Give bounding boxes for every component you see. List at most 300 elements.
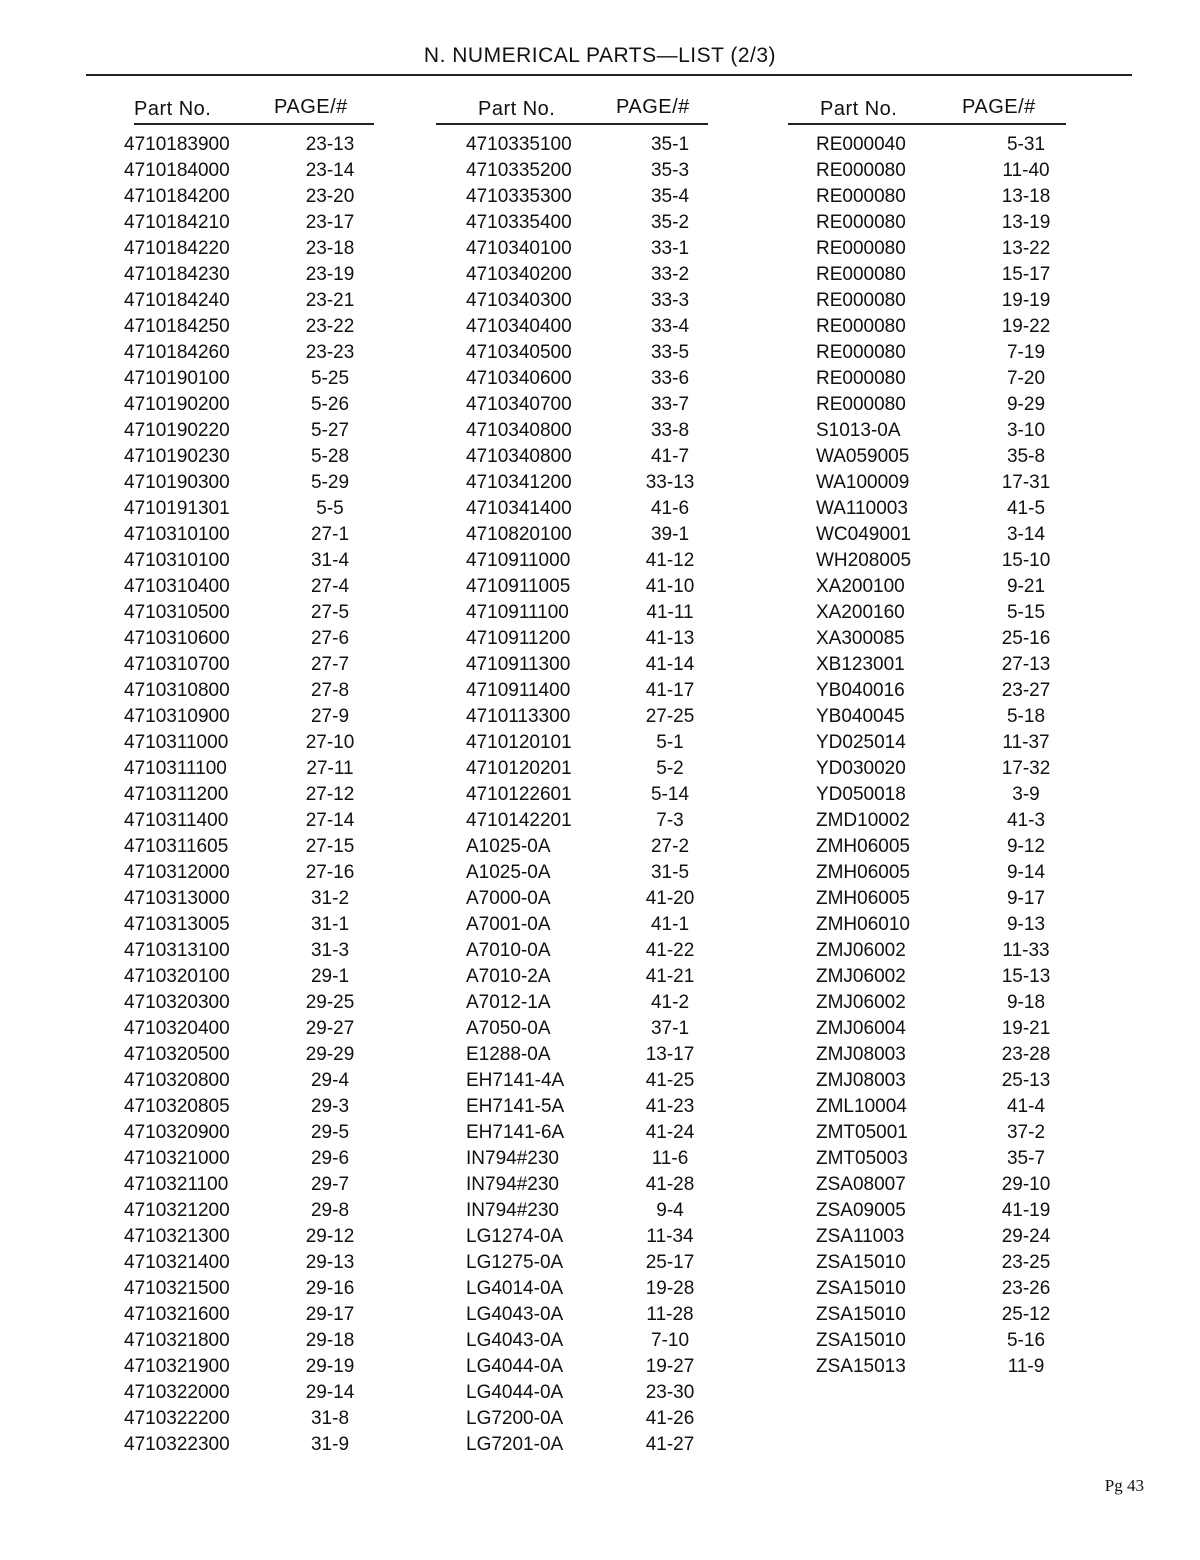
part-no-header: Part No. [478, 98, 556, 120]
part-number: A1025-0A [466, 836, 551, 857]
table-row [124, 600, 386, 626]
table-row [124, 964, 386, 990]
part-number: 4710322300 [124, 1434, 230, 1455]
page-reference: 3-10 [1006, 420, 1046, 441]
page-reference: 5-25 [310, 368, 350, 389]
table-row [816, 158, 1078, 184]
table-row [466, 1354, 728, 1380]
page-reference: 29-10 [1001, 1174, 1051, 1195]
page-reference: 27-2 [650, 836, 690, 857]
table-row [816, 522, 1078, 548]
table-row [124, 444, 386, 470]
part-number: 4710911300 [466, 654, 571, 675]
page-reference: 7-3 [656, 810, 684, 831]
part-number: 4710320800 [124, 1070, 230, 1091]
table-row [466, 1198, 728, 1224]
table-row [816, 1224, 1078, 1250]
page-reference: 5-28 [310, 446, 350, 467]
part-number: 4710311000 [124, 732, 229, 753]
table-row [124, 340, 386, 366]
table-row [816, 678, 1078, 704]
part-number: WH208005 [816, 550, 912, 571]
part-number: 4710321300 [124, 1226, 230, 1247]
table-row [466, 1146, 728, 1172]
page-reference: 25-12 [1001, 1304, 1051, 1325]
part-number: RE000080 [816, 290, 906, 311]
page-reference: 33-5 [650, 342, 690, 363]
page-reference: 17-32 [1001, 758, 1051, 779]
column-header [466, 94, 728, 128]
page-reference: 23-21 [305, 290, 355, 311]
part-number: ZMH06005 [816, 888, 910, 909]
part-number: 4710341400 [466, 498, 572, 519]
part-number: RE000080 [816, 186, 906, 207]
table-row [466, 938, 728, 964]
table-row [124, 938, 386, 964]
page-reference: 29-3 [310, 1096, 350, 1117]
page-reference: 33-2 [650, 264, 690, 285]
table-row [816, 1172, 1078, 1198]
part-number: 4710310700 [124, 654, 230, 675]
column-header [124, 94, 386, 128]
part-number: 4710341200 [466, 472, 572, 493]
table-row [466, 262, 728, 288]
table-row [816, 1120, 1078, 1146]
table-row [124, 470, 386, 496]
page-reference: 9-4 [656, 1200, 684, 1221]
page-reference: 29-18 [305, 1330, 355, 1351]
page-reference: 41-17 [645, 680, 695, 701]
page-reference: 19-19 [1001, 290, 1051, 311]
parts-column-1 [124, 94, 386, 1458]
table-row [466, 418, 728, 444]
part-number: ZSA15013 [816, 1356, 906, 1377]
table-row [124, 1042, 386, 1068]
part-no-header: Part No. [134, 98, 212, 120]
page-reference: 41-10 [645, 576, 695, 597]
table-row [124, 1068, 386, 1094]
part-number: 4710311200 [124, 784, 229, 805]
part-number: 4710340200 [466, 264, 572, 285]
table-row [466, 730, 728, 756]
table-row [124, 548, 386, 574]
part-number: 4710190230 [124, 446, 230, 467]
part-number: LG4014-0A [466, 1278, 564, 1299]
page-reference: 5-16 [1006, 1330, 1046, 1351]
part-number: 4710321000 [124, 1148, 230, 1169]
page-reference: 41-6 [650, 498, 690, 519]
table-row [124, 210, 386, 236]
table-row [466, 990, 728, 1016]
page-reference: 31-1 [310, 914, 350, 935]
part-number: 4710190100 [124, 368, 230, 389]
part-number: A7012-1A [466, 992, 551, 1013]
header-underline [788, 123, 1066, 125]
table-row [124, 522, 386, 548]
table-row [124, 1250, 386, 1276]
table-row [466, 964, 728, 990]
table-row [124, 1380, 386, 1406]
part-number: 4710310800 [124, 680, 230, 701]
part-number: ZMH06005 [816, 836, 910, 857]
part-number: 4710335200 [466, 160, 572, 181]
table-row [466, 1172, 728, 1198]
part-number: 4710321500 [124, 1278, 230, 1299]
table-row [466, 1068, 728, 1094]
page-reference: 41-28 [645, 1174, 695, 1195]
part-number: 4710321800 [124, 1330, 230, 1351]
page-reference: 11-40 [1002, 160, 1050, 181]
table-row [816, 990, 1078, 1016]
part-number: LG4044-0A [466, 1356, 564, 1377]
page-header: PAGE/# [962, 96, 1036, 118]
part-number: 4710311400 [124, 810, 229, 831]
part-number: 4710911005 [466, 576, 571, 597]
table-row [466, 808, 728, 834]
page-reference: 41-26 [645, 1408, 695, 1429]
page-reference: 41-22 [645, 940, 695, 961]
table-row [466, 184, 728, 210]
table-row [816, 496, 1078, 522]
part-number: YB040016 [816, 680, 905, 701]
page-reference: 29-24 [1001, 1226, 1051, 1247]
page-reference: 41-14 [645, 654, 695, 675]
table-row [124, 730, 386, 756]
page-reference: 31-8 [310, 1408, 350, 1429]
part-number: A7001-0A [466, 914, 551, 935]
page-reference: 41-25 [645, 1070, 695, 1091]
part-number: 4710311100 [124, 758, 227, 779]
part-number: ZMD10002 [816, 810, 910, 831]
part-number: 4710320100 [124, 966, 230, 987]
page-reference: 29-14 [305, 1382, 355, 1403]
part-number: ZMJ08003 [816, 1044, 906, 1065]
column-header [816, 94, 1078, 128]
part-number: 4710321900 [124, 1356, 230, 1377]
table-row [124, 652, 386, 678]
page-reference: 27-16 [305, 862, 355, 883]
page-reference: 3-14 [1006, 524, 1046, 545]
part-number: 4710335400 [466, 212, 572, 233]
page-reference: 23-30 [645, 1382, 695, 1403]
part-number: 4710321100 [124, 1174, 229, 1195]
page-reference: 41-13 [645, 628, 695, 649]
table-row [124, 1432, 386, 1458]
page-reference: 13-19 [1001, 212, 1051, 233]
page-reference: 41-2 [650, 992, 690, 1013]
page-reference: 5-5 [316, 498, 344, 519]
part-number: EH7141-4A [466, 1070, 565, 1091]
part-number: 4710184210 [124, 212, 230, 233]
part-number: ZSA09005 [816, 1200, 906, 1221]
table-row [466, 1276, 728, 1302]
page-reference: 27-1 [310, 524, 350, 545]
table-row [816, 1328, 1078, 1354]
table-row [466, 340, 728, 366]
page-title: N. NUMERICAL PARTS—LIST (2/3) [423, 44, 777, 67]
page-reference: 33-8 [650, 420, 690, 441]
part-number: YD050018 [816, 784, 906, 805]
table-row [466, 600, 728, 626]
part-number: IN794#230 [466, 1174, 559, 1195]
part-number: A7010-2A [466, 966, 551, 987]
table-row [124, 860, 386, 886]
page-reference: 9-18 [1006, 992, 1046, 1013]
part-number: 4710190300 [124, 472, 230, 493]
part-number: XA200100 [816, 576, 905, 597]
table-row [816, 1276, 1078, 1302]
page-reference: 33-1 [650, 238, 690, 259]
table-row [816, 1198, 1078, 1224]
part-number: 4710321400 [124, 1252, 230, 1273]
table-row [124, 1224, 386, 1250]
page-reference: 41-27 [645, 1434, 695, 1455]
page-reference: 11-33 [1002, 940, 1050, 961]
part-number: ZMJ06004 [816, 1018, 906, 1039]
table-row [466, 886, 728, 912]
page-reference: 5-26 [310, 394, 350, 415]
part-number: 4710911000 [466, 550, 571, 571]
page-reference: 29-4 [310, 1070, 350, 1091]
page-reference: 33-7 [650, 394, 690, 415]
table-row [466, 288, 728, 314]
table-row [816, 964, 1078, 990]
part-number: ZSA15010 [816, 1304, 906, 1325]
part-number: 4710335300 [466, 186, 572, 207]
page-reference: 41-12 [645, 550, 695, 571]
part-number: 4710322000 [124, 1382, 230, 1403]
page-reference: 27-15 [305, 836, 355, 857]
page-reference: 41-23 [645, 1096, 695, 1117]
page-reference: 23-14 [305, 160, 355, 181]
title-rule [86, 74, 1132, 76]
page-number: Pg 43 [1104, 1476, 1144, 1495]
page-reference: 33-13 [645, 472, 695, 493]
page-reference: 7-10 [650, 1330, 690, 1351]
part-number: ZMJ06002 [816, 992, 906, 1013]
table-row [466, 470, 728, 496]
page-reference: 29-25 [305, 992, 355, 1013]
page-reference: 25-17 [645, 1252, 695, 1273]
page-reference: 29-7 [310, 1174, 350, 1195]
part-number: ZSA15010 [816, 1330, 906, 1351]
page-reference: 5-1 [656, 732, 684, 753]
page-reference: 35-4 [650, 186, 690, 207]
table-row [816, 834, 1078, 860]
part-number: 4710313005 [124, 914, 230, 935]
part-number: 4710310400 [124, 576, 230, 597]
table-row [124, 288, 386, 314]
page-reference: 13-22 [1001, 238, 1051, 259]
table-row [466, 132, 728, 158]
table-row [466, 1042, 728, 1068]
table-row [124, 392, 386, 418]
part-number: XA200160 [816, 602, 905, 623]
page-reference: 33-6 [650, 368, 690, 389]
part-number: 4710113300 [466, 706, 571, 727]
table-row [466, 1302, 728, 1328]
table-row [124, 1016, 386, 1042]
part-number: WA110003 [816, 498, 908, 519]
page-reference: 9-13 [1006, 914, 1046, 935]
part-number: 4710911200 [466, 628, 571, 649]
part-number: RE000040 [816, 134, 906, 155]
page-reference: 19-27 [645, 1356, 695, 1377]
part-number: XB123001 [816, 654, 905, 675]
table-row [466, 652, 728, 678]
page-reference: 15-13 [1001, 966, 1051, 987]
page-reference: 29-8 [310, 1200, 350, 1221]
part-number: YD025014 [816, 732, 906, 753]
page-reference: 29-29 [305, 1044, 355, 1065]
table-row [466, 1406, 728, 1432]
part-number: RE000080 [816, 368, 906, 389]
table-row [816, 938, 1078, 964]
parts-rows [816, 132, 1078, 1380]
page-reference: 29-19 [305, 1356, 355, 1377]
table-row [466, 158, 728, 184]
part-number: 4710313000 [124, 888, 230, 909]
table-row [816, 1016, 1078, 1042]
page-reference: 35-7 [1006, 1148, 1046, 1169]
table-row [466, 626, 728, 652]
page-reference: 23-20 [305, 186, 355, 207]
page-reference: 27-6 [310, 628, 350, 649]
page-reference: 3-9 [1012, 784, 1040, 805]
table-row [816, 236, 1078, 262]
page-reference: 5-2 [656, 758, 684, 779]
part-number: A7010-0A [466, 940, 551, 961]
part-number: ZMJ08003 [816, 1070, 906, 1091]
page-reference: 23-17 [305, 212, 355, 233]
page-reference: 23-25 [1001, 1252, 1051, 1273]
part-number: 4710340800 [466, 446, 572, 467]
part-number: WA100009 [816, 472, 910, 493]
table-row [124, 626, 386, 652]
part-number: 4710184240 [124, 290, 230, 311]
part-number: WA059005 [816, 446, 910, 467]
page-reference: 29-1 [310, 966, 350, 987]
page-reference: 11-37 [1002, 732, 1050, 753]
part-number: YD030020 [816, 758, 906, 779]
table-row [816, 782, 1078, 808]
table-row [124, 1276, 386, 1302]
part-number: ZSA15010 [816, 1278, 906, 1299]
page-reference: 9-14 [1006, 862, 1046, 883]
page-reference: 29-17 [305, 1304, 355, 1325]
table-row [124, 704, 386, 730]
part-number: 4710184250 [124, 316, 230, 337]
part-number: 4710310500 [124, 602, 230, 623]
table-row [124, 132, 386, 158]
page-reference: 5-29 [310, 472, 350, 493]
page-reference: 11-34 [646, 1226, 694, 1247]
part-number: ZMH06005 [816, 862, 910, 883]
part-number: XA300085 [816, 628, 905, 649]
part-number: A7000-0A [466, 888, 551, 909]
table-row [816, 912, 1078, 938]
table-row [124, 1146, 386, 1172]
table-row [816, 886, 1078, 912]
part-number: RE000080 [816, 160, 906, 181]
page-reference: 5-31 [1006, 134, 1046, 155]
table-row [466, 782, 728, 808]
page-reference: 29-27 [305, 1018, 355, 1039]
table-row [466, 236, 728, 262]
part-number: 4710322200 [124, 1408, 230, 1429]
table-row [816, 1094, 1078, 1120]
table-row [816, 704, 1078, 730]
page-reference: 37-2 [1006, 1122, 1046, 1143]
page-reference: 31-4 [310, 550, 350, 571]
part-number: RE000080 [816, 264, 906, 285]
part-number: ZSA11003 [816, 1226, 905, 1247]
part-number: 4710321200 [124, 1200, 230, 1221]
page-reference: 5-14 [650, 784, 690, 805]
table-row [124, 236, 386, 262]
table-row [466, 392, 728, 418]
page-reference: 23-18 [305, 238, 355, 259]
table-row [816, 730, 1078, 756]
part-number: ZMT05001 [816, 1122, 908, 1143]
part-number: 4710190200 [124, 394, 230, 415]
part-number: E1288-0A [466, 1044, 551, 1065]
page-reference: 41-1 [650, 914, 690, 935]
page-reference: 27-9 [310, 706, 350, 727]
table-row [816, 574, 1078, 600]
page-reference: 27-12 [305, 784, 355, 805]
part-number: LG7200-0A [466, 1408, 564, 1429]
table-row [124, 1302, 386, 1328]
part-number: 4710310100 [124, 524, 230, 545]
part-number: LG7201-0A [466, 1434, 564, 1455]
part-number: 4710320400 [124, 1018, 230, 1039]
part-number: 4710340400 [466, 316, 572, 337]
page-reference: 7-20 [1006, 368, 1046, 389]
table-row [466, 496, 728, 522]
part-number: 4710340600 [466, 368, 572, 389]
page-reference: 35-1 [650, 134, 690, 155]
table-row [466, 1016, 728, 1042]
table-row [124, 782, 386, 808]
table-row [124, 1094, 386, 1120]
table-row [466, 366, 728, 392]
page-reference: 29-6 [310, 1148, 350, 1169]
header-underline [134, 123, 374, 125]
part-number: 4710310900 [124, 706, 230, 727]
part-number: LG4044-0A [466, 1382, 564, 1403]
part-number: IN794#230 [466, 1200, 559, 1221]
page-reference: 33-3 [650, 290, 690, 311]
part-number: 4710184220 [124, 238, 230, 259]
page-reference: 31-2 [310, 888, 350, 909]
page-reference: 33-4 [650, 316, 690, 337]
page-reference: 29-16 [305, 1278, 355, 1299]
table-row [816, 210, 1078, 236]
part-number: 4710340100 [466, 238, 572, 259]
part-number: LG4043-0A [466, 1304, 564, 1325]
page-reference: 9-21 [1006, 576, 1046, 597]
page-reference: 41-21 [645, 966, 695, 987]
part-number: 4710320300 [124, 992, 230, 1013]
page-reference: 23-23 [305, 342, 355, 363]
page-reference: 9-17 [1006, 888, 1046, 909]
part-number: WC049001 [816, 524, 912, 545]
part-number: 4710340300 [466, 290, 572, 311]
page-reference: 41-3 [1006, 810, 1046, 831]
page-reference: 35-2 [650, 212, 690, 233]
table-row [466, 574, 728, 600]
